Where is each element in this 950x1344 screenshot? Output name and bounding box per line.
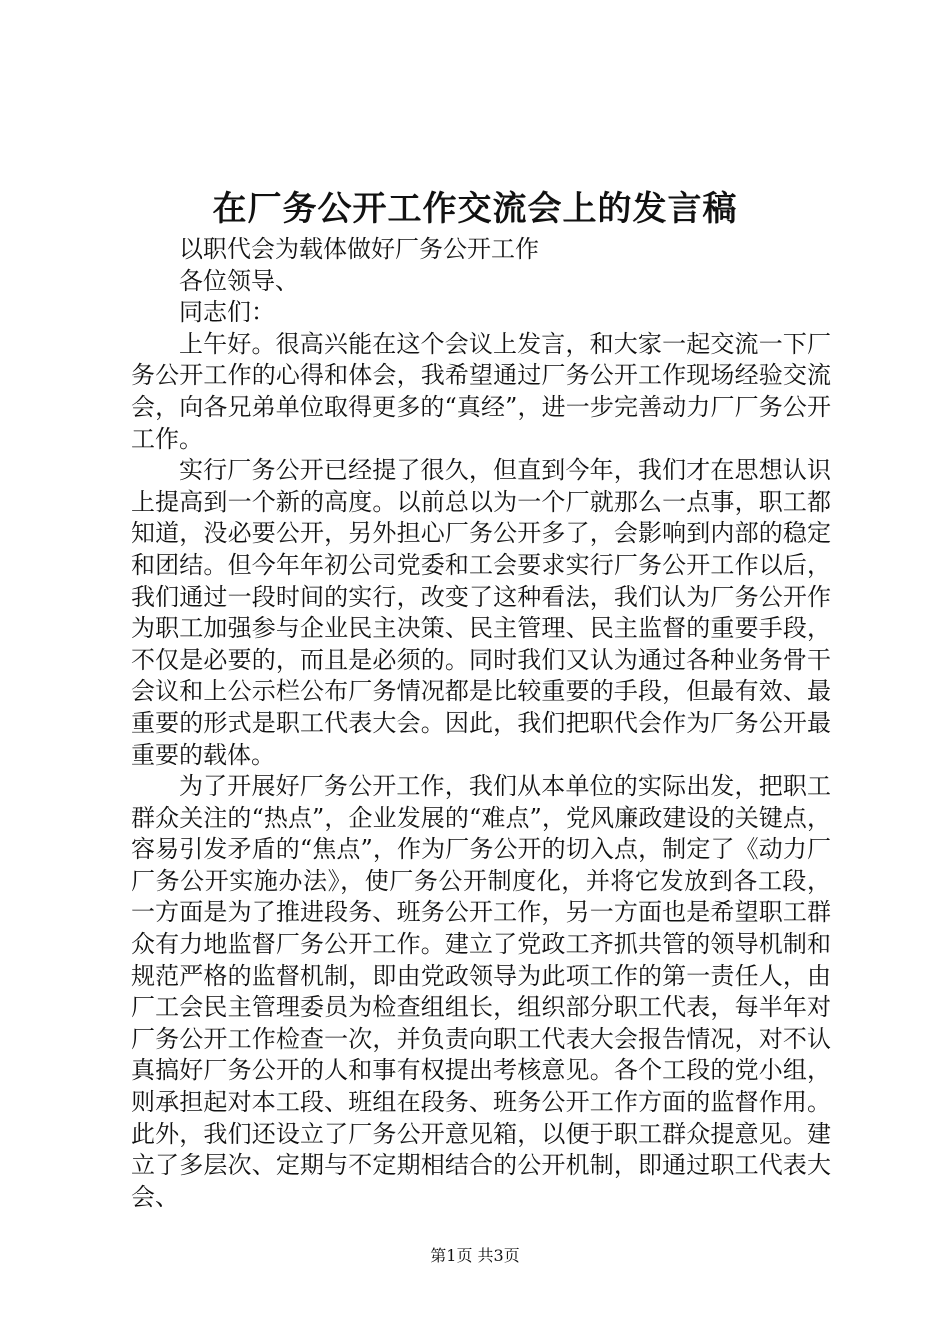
salutation-paragraph: 同志们： xyxy=(179,298,275,327)
salutation-paragraph: 各位领导、 xyxy=(179,266,299,295)
document-title: 在厂务公开工作交流会上的发言稿 xyxy=(212,189,738,229)
body-paragraph: 实行厂务公开已经提了很久，但直到今年，我们才在思想认识上提高到一个新的高度。以前总以为一个厂就那么一点事，职工都知道，没必要公开，另外担心厂务公开多了，会影响到内部的稳定和团结。但今年年初公司党委和工会要求实行厂务公开工作以后，我们通过一段时间的实行，改变了这种看法，我们认为厂务公开作为职工加强参与企业民主决策、民主管理、民主监督的重要手段，不仅是必要的，而且是必须的。同时我们又认为通过各种业务骨干会议和上公示栏公布厂务情况都是比较重要的手段，但最有效、最重要的形式是职工代表大会。因此，我们把职代会作为厂务公开最重要的载体。 xyxy=(131,456,831,769)
document-body xyxy=(131,234,831,1213)
body-paragraph: 为了开展好厂务公开工作，我们从本单位的实际出发，把职工群众关注的“热点”，企业发展的“难点”，党风廉政建设的关键点，容易引发矛盾的“焦点”，作为厂务公开的切入点，制定了《动力厂厂务公开实施办法》，使厂务公开制度化，并将它发放到各工段，一方面是为了推进段务、班务公开工作，另一方面也是希望职工群众有力地监督厂务公开工作。建立了党政工齐抓共管的领导机制和规范严格的监督机制，即由党政领导为此项工作的第一责任人，由厂工会民主管理委员为检查组组长，组织部分职工代表，每半年对厂务公开工作检查一次，并负责向职工代表大会报告情况，对不认真搞好厂务公开的人和事有权提出考核意见。各个工段的党小组，则承担起对本工段、班组在段务、班务公开工作方面的监督作用。此外，我们还设立了厂务公开意见箱，以便于职工群众提意见。建立了多层次、定期与不定期相结合的公开机制，即通过职工代表大会、 xyxy=(131,772,831,1211)
subtitle-paragraph: 以职代会为载体做好厂务公开工作 xyxy=(179,235,539,263)
body-paragraph: 上午好。很高兴能在这个会议上发言，和大家一起交流一下厂务公开工作的心得和体会，我希望通过厂务公开工作现场经验交流会，向各兄弟单位取得更多的“真经”，进一步完善动力厂厂务公开工作。 xyxy=(131,329,831,453)
page-footer: 第1页 共3页 xyxy=(430,1246,520,1265)
